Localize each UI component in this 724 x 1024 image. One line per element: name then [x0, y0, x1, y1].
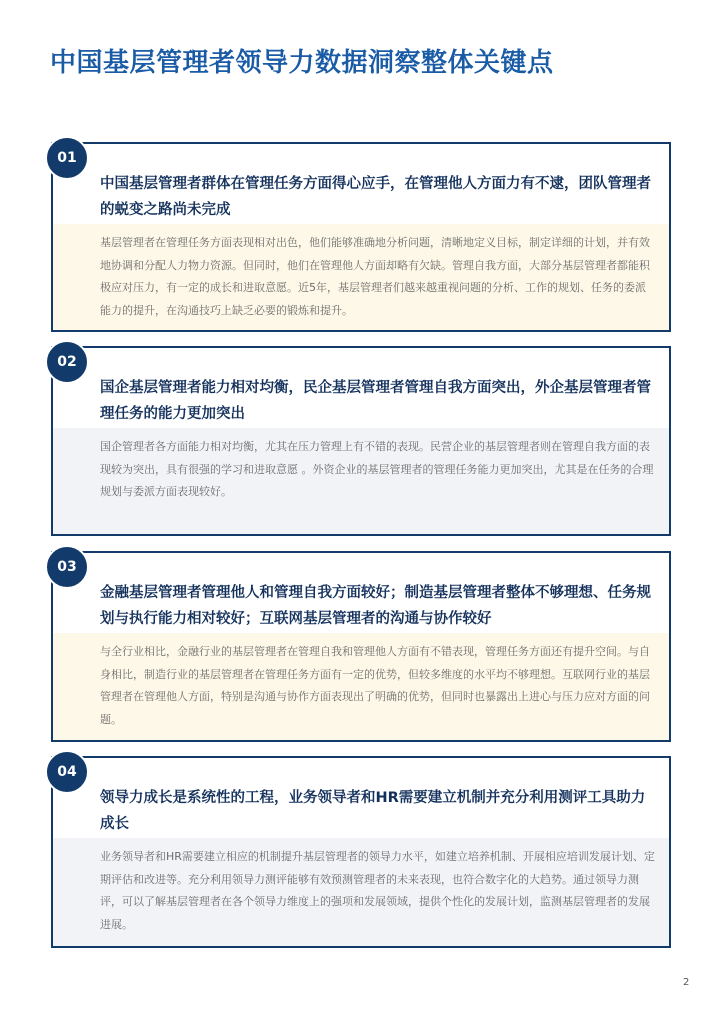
card-number-badge: 01: [45, 136, 89, 180]
card-number-badge: 03: [45, 545, 89, 589]
card-heading: 中国基层管理者群体在管理任务方面得心应手，在管理他人方面力有不逮，团队管理者的蜕变之路尚未完成: [100, 176, 651, 218]
card-body: 业务领导者和HR需要建立相应的机制提升基层管理者的领导力水平，如建立培养机制、开展相应培训发展计划、定期评估和改进等。充分利用领导力测评能够有效预测管理者的未来表现，也符合数字化的大趋势。通过领导力测评，可以了解基层管理者在各个领导力维度上的强项和发展领域，提供个性化的发展计划，监测基层管理者的发展进展。: [53, 838, 669, 946]
card-heading: 金融基层管理者管理他人和管理自我方面较好；制造基层管理者整体不够理想、任务规划与执行能力相对较好；互联网基层管理者的沟通与协作较好: [100, 585, 651, 627]
key-point-card-4: [51, 756, 671, 948]
key-point-card-3: [51, 551, 671, 742]
key-point-card-2: [51, 346, 671, 536]
card-body: 国企管理者各方面能力相对均衡，尤其在压力管理上有不错的表现。民营企业的基层管理者则在管理自我方面的表现较为突出，具有很强的学习和进取意愿 。外资企业的基层管理者的管理任务能力更加突出，尤其是在任务的合理规划与委派方面表现较好。: [53, 428, 669, 534]
card-body: 基层管理者在管理任务方面表现相对出色，他们能够准确地分析问题，清晰地定义目标，制定详细的计划，并有效地协调和分配人力物力资源。但同时，他们在管理他人方面却略有欠缺。管理自我方面，大部分基层管理者都能积极应对压力，有一定的成长和进取意愿。近5年，基层管理者们越来越重视问题的分析、工作的规划、任务的委派能力的提升，在沟通技巧上缺乏必要的锻炼和提升。: [53, 224, 669, 330]
card-number-badge: 02: [45, 340, 89, 384]
card-body: 与全行业相比，金融行业的基层管理者在管理自我和管理他人方面有不错表现，管理任务方面还有提升空间。与自身相比，制造行业的基层管理者在管理任务方面有一定的优势，但较多维度的水平均不够理想。互联网行业的基层管理者在管理他人方面，特别是沟通与协作方面表现出了明确的优势，但同时也暴露出上进心与压力应对方面的问题。: [53, 633, 669, 740]
card-heading: 领导力成长是系统性的工程，业务领导者和HR需要建立机制并充分利用测评工具助力成长: [100, 790, 646, 832]
page-number: 2: [683, 977, 690, 988]
card-number-badge: 04: [45, 750, 89, 794]
page-title: 中国基层管理者领导力数据洞察整体关键点: [50, 48, 554, 78]
card-heading: 国企基层管理者能力相对均衡，民企基层管理者管理自我方面突出，外企基层管理者管理任务的能力更加突出: [100, 380, 651, 422]
key-point-card-1: [51, 142, 671, 332]
